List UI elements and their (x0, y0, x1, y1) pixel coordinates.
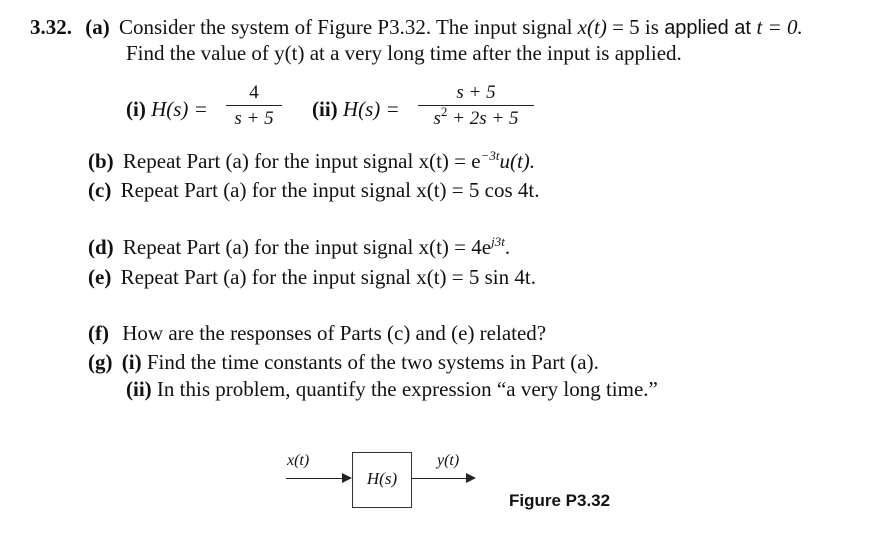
tf-ii-label-group (312, 96, 400, 122)
tf-ii-label: (ii) (312, 97, 338, 121)
part-e-label: (e) (88, 265, 112, 289)
part-g-ii-text: In this problem, quantify the expression “a very long time.” (156, 377, 658, 401)
part-a-label: (a) (85, 15, 110, 39)
figure-input-label: x(t) (287, 452, 310, 469)
part-d-label: (d) (88, 235, 114, 259)
figure-block (352, 452, 412, 508)
tf-ii-fraction (418, 82, 534, 131)
part-e-text: Repeat Part (a) for the input signal x(t) = 5 sin 4t. (120, 265, 536, 289)
part-d-text: Repeat Part (a) for the input signal x(t) = 4e (122, 235, 492, 259)
part-a-line1-pre: Consider the system of Figure P3.32. The input signal (119, 15, 578, 39)
part-g-i (88, 349, 599, 375)
tf-i-lhs: H(s) = (151, 97, 208, 121)
part-d-tail: . (504, 235, 511, 259)
figure-caption: Figure P3.32 (509, 491, 611, 510)
part-c (88, 177, 539, 203)
figure-block-label: H(s) (366, 469, 398, 488)
tf-i-label: (i) (126, 97, 146, 121)
part-d-sup: j3t (491, 234, 505, 249)
part-f-text: How are the responses of Parts (c) and (e) related? (122, 321, 547, 345)
part-e (88, 264, 536, 290)
tf-ii-den-sup: 2 (440, 104, 448, 119)
part-g-i-text: Find the time constants of the two systems in Part (a). (146, 350, 599, 374)
problem-number: 3.32. (30, 15, 72, 39)
figure-output-label: y(t) (437, 452, 460, 469)
part-c-text: Repeat Part (a) for the input signal x(t) = 5 cos 4t. (120, 178, 540, 202)
part-b-text: Repeat Part (a) for the input signal x(t) = e (122, 149, 481, 173)
part-a-signal: x(t) (577, 15, 607, 39)
tf-ii-den-post: + 2s + 5 (447, 108, 519, 129)
part-f-label: (f) (88, 321, 109, 345)
tf-ii-lhs: H(s) = (342, 97, 400, 121)
tf-ii-denominator (418, 104, 534, 131)
problem-header-line (30, 14, 803, 41)
part-g-i-label: (i) (121, 350, 142, 374)
part-a-line1-post: applied at (664, 17, 757, 39)
tf-ii-den-pre: s (433, 108, 441, 129)
part-g-ii-label: (ii) (126, 377, 152, 401)
part-a-eq: = 5 is (606, 15, 659, 39)
part-g-label: (g) (88, 350, 113, 374)
part-c-label: (c) (88, 178, 112, 202)
tf-ii-numerator: s + 5 (456, 82, 496, 103)
tf-i-fraction (226, 82, 282, 130)
tf-ii-fraction-bar (418, 105, 534, 106)
tf-i-numerator: 4 (249, 82, 259, 103)
tf-i-label-group (126, 96, 208, 122)
part-b-sup: −3t (480, 148, 500, 163)
part-g-ii (126, 376, 658, 402)
part-b-tail: u(t). (499, 149, 536, 173)
figure-input-arrow (286, 478, 350, 479)
part-f (88, 320, 546, 346)
part-b (88, 148, 535, 177)
tf-i-fraction-bar (226, 105, 282, 106)
part-d (88, 234, 510, 263)
part-a-time: t = 0. (756, 15, 803, 39)
figure-output-arrow (412, 478, 474, 479)
part-a-line2: Find the value of y(t) at a very long time after the input is applied. (126, 41, 682, 65)
part-b-label: (b) (88, 149, 114, 173)
tf-i-denominator: s + 5 (234, 108, 274, 129)
